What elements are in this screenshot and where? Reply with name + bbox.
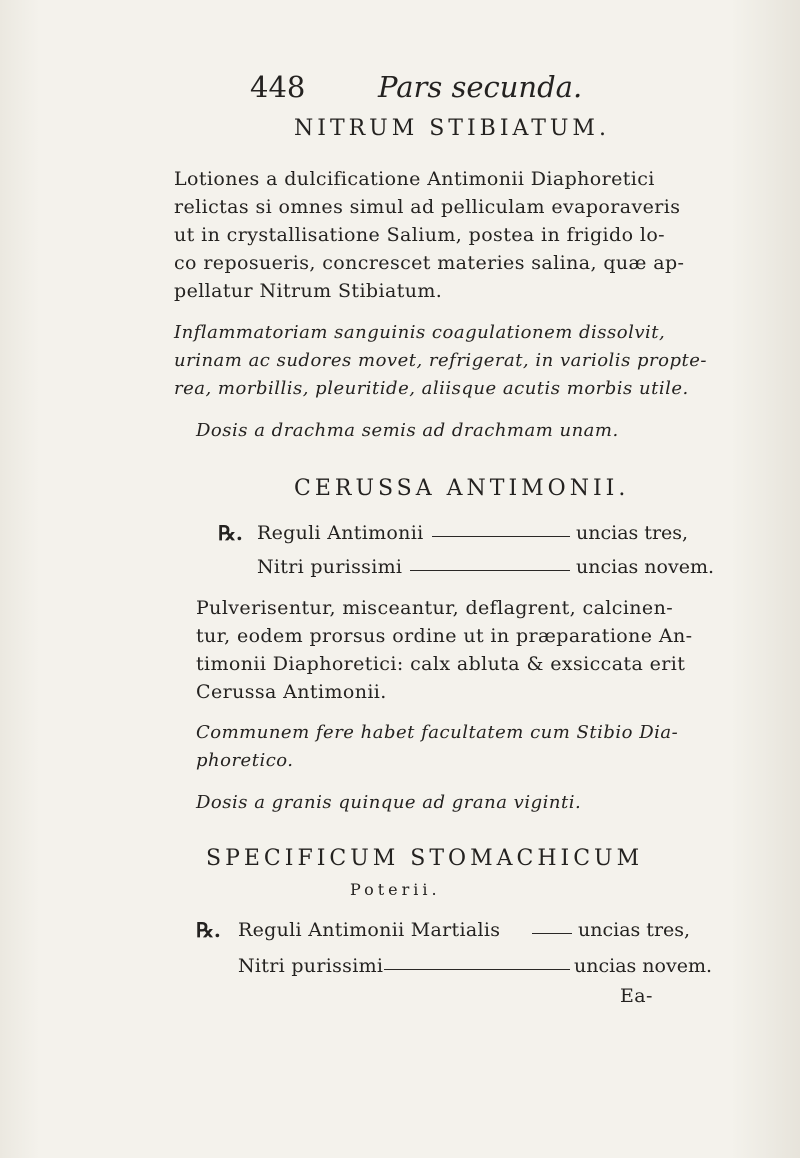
ingredient-quantity: uncias tres, xyxy=(576,522,689,544)
italic-line: phoretico. xyxy=(196,750,294,771)
section-title-specificum-stomachicum: SPECIFICUM STOMACHICUM xyxy=(206,846,644,871)
italic-line: rea, morbillis, pleuritide, aliisque acutis morbis utile. xyxy=(174,378,689,399)
paragraph-line: co reposueris, concrescet materies salina, quæ ap- xyxy=(174,252,685,274)
italic-line: urinam ac sudores movet, refrigerat, in variolis propte- xyxy=(174,350,707,371)
ingredient-quantity: uncias tres, xyxy=(578,919,691,941)
italic-line: Inflammatoriam sanguinis coagulationem dissolvit, xyxy=(174,322,666,343)
paragraph-line: Lotiones a dulcificatione Antimonii Diaphoretici xyxy=(174,168,655,190)
page-number: 448 xyxy=(250,70,306,104)
leader-rule xyxy=(384,969,570,970)
leader-rule xyxy=(432,536,570,537)
section-title-nitrum-stibiatum: NITRUM STIBIATUM. xyxy=(294,116,610,141)
leader-rule xyxy=(532,933,572,934)
recipe-symbol: ℞. xyxy=(196,918,221,942)
section-title-cerussa-antimonii: CERUSSA ANTIMONII. xyxy=(294,476,630,501)
dose-line: Dosis a granis quinque ad grana viginti. xyxy=(196,792,582,813)
ingredient-name: Nitri purissimi xyxy=(257,556,403,578)
section-subtitle: Poterii. xyxy=(350,880,441,899)
leader-rule xyxy=(410,570,570,571)
catchword: Ea- xyxy=(620,985,653,1007)
paragraph-line: timonii Diaphoretici: calx abluta & exsiccata erit xyxy=(196,653,686,675)
ingredient-name: Nitri purissimi xyxy=(238,955,384,977)
recipe-symbol: ℞. xyxy=(218,521,243,545)
ingredient-quantity: uncias novem. xyxy=(574,955,713,977)
page-edge-shadow-left xyxy=(0,0,40,1158)
paragraph-line: tur, eodem prorsus ordine ut in præparatione An- xyxy=(196,625,693,647)
paragraph-line: relictas si omnes simul ad pelliculam evaporaveris xyxy=(174,196,681,218)
italic-line: Communem fere habet facultatem cum Stibio Dia- xyxy=(196,722,679,743)
dose-line: Dosis a drachma semis ad drachmam unam. xyxy=(196,420,619,441)
paragraph-line: Cerussa Antimonii. xyxy=(196,681,387,703)
paragraph-line: ut in crystallisatione Salium, postea in frigido lo- xyxy=(174,224,666,246)
ingredient-name: Reguli Antimonii Martialis xyxy=(238,919,501,941)
page-edge-shadow-right xyxy=(730,0,800,1158)
ingredient-quantity: uncias novem. xyxy=(576,556,715,578)
ingredient-name: Reguli Antimonii xyxy=(257,522,424,544)
paragraph-line: pellatur Nitrum Stibiatum. xyxy=(174,280,443,302)
paragraph-line: Pulverisentur, misceantur, deflagrent, calcinen- xyxy=(196,597,674,619)
running-title: Pars secunda. xyxy=(378,70,583,104)
